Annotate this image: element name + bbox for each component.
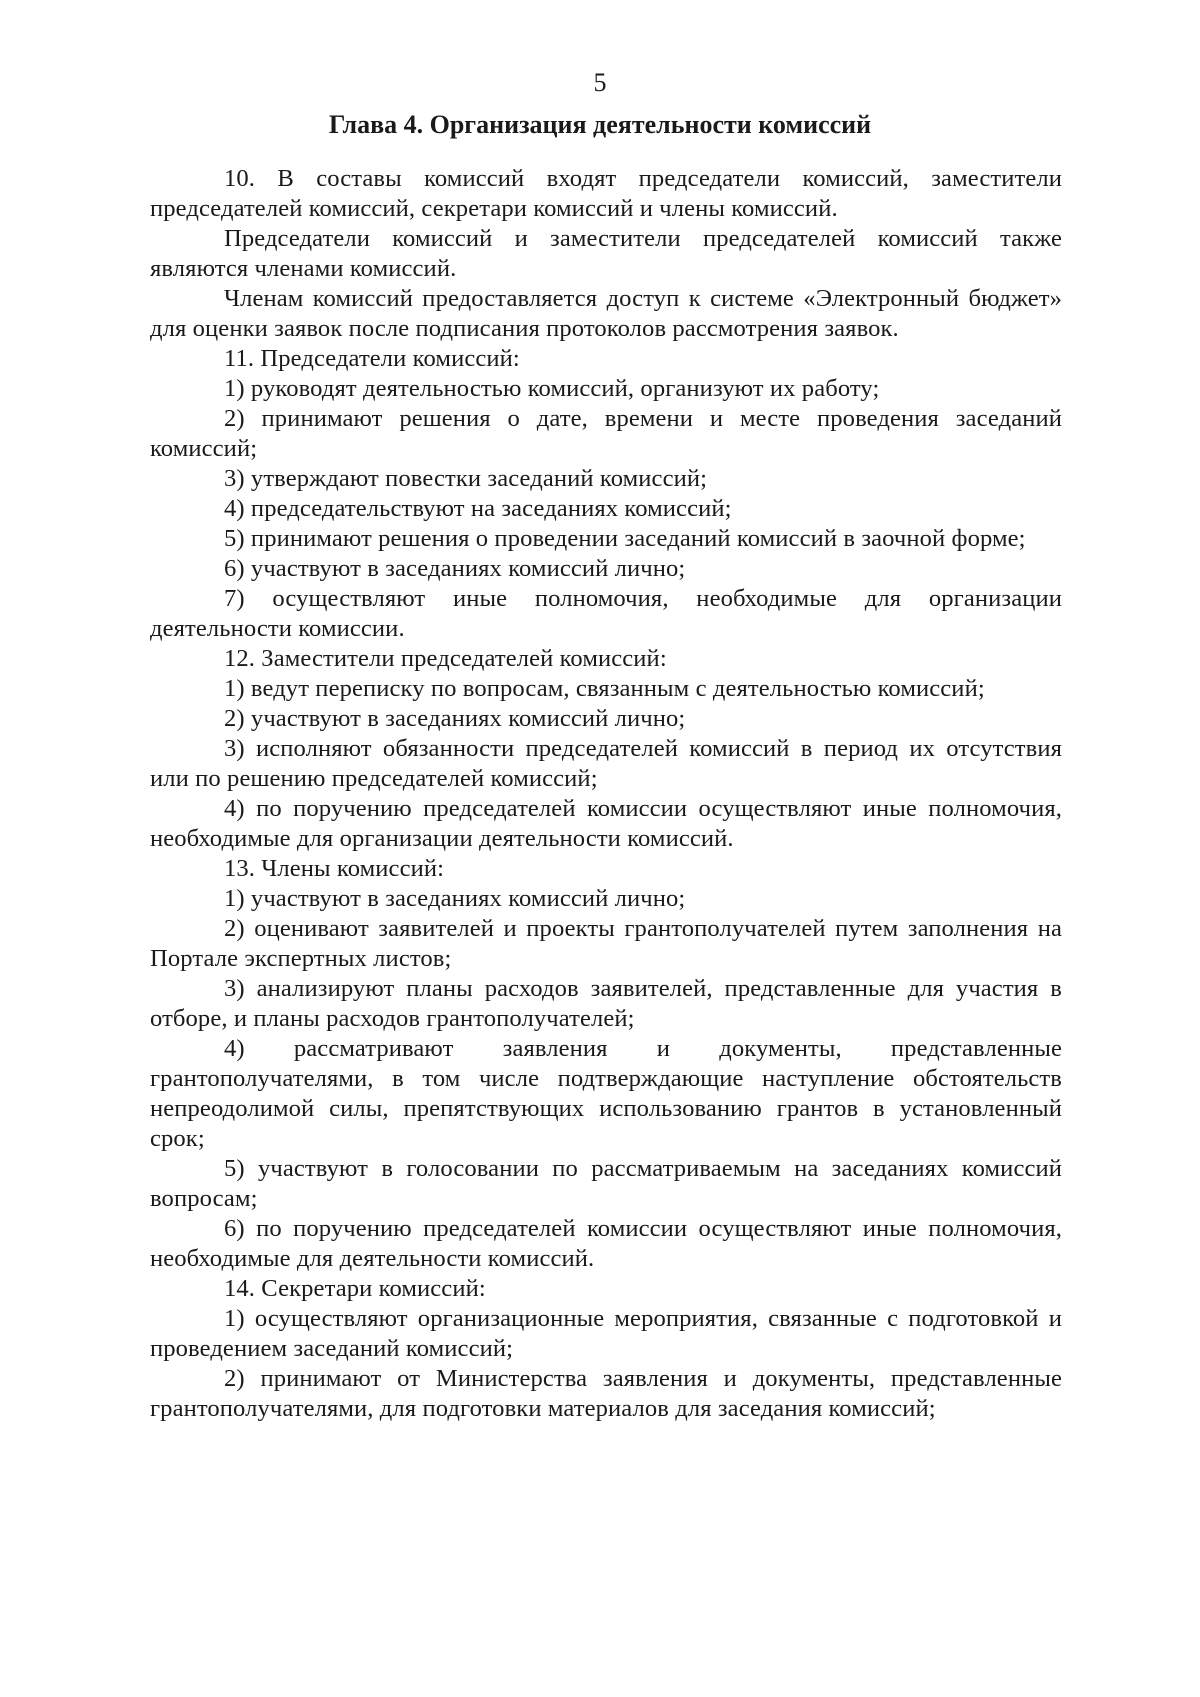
paragraph: 1) руководят деятельностью комиссий, организуют их работу; [224,375,880,402]
paragraph: 5) принимают решения о проведении заседаний комиссий в заочной форме; [224,525,1026,552]
paragraph: 1) участвуют в заседаниях комиссий лично; [224,885,686,912]
paragraph: 1) осуществляют организационные мероприятия, связанные с подготовкой и проведением заседаний комиссий; [150,1305,1062,1362]
paragraph: 3) утверждают повестки заседаний комиссий; [224,465,708,492]
paragraph: 6) участвуют в заседаниях комиссий лично; [224,555,686,582]
paragraph: 14. Секретари комиссий: [224,1275,486,1302]
paragraph: 12. Заместители председателей комиссий: [224,645,667,672]
paragraph: 2) участвуют в заседаниях комиссий лично; [224,705,686,732]
paragraph: 1) ведут переписку по вопросам, связанным с деятельностью комиссий; [224,675,985,702]
paragraph: Членам комиссий предоставляется доступ к системе «Электронный бюджет» для оценки заявок после подписания протоколов рассмотрения заявок. [150,285,1062,342]
paragraph: 2) принимают от Министерства заявления и документы, представленные грантополучателями, для подготовки материалов для заседания комиссий; [150,1365,1062,1422]
paragraph: 10. В составы комиссий входят председатели комиссий, заместители председателей комиссий, секретари комиссий и члены комиссий. [150,165,1062,222]
paragraph: 6) по поручению председателей комиссии осуществляют иные полномочия, необходимые для деятельности комиссий. [150,1215,1062,1272]
paragraph: 4) председательствуют на заседаниях комиссий; [224,495,732,522]
paragraph: 3) анализируют планы расходов заявителей, представленные для участия в отборе, и планы расходов грантополучателей; [150,975,1062,1032]
paragraph: 5) участвуют в голосовании по рассматриваемым на заседаниях комиссий вопросам; [150,1155,1062,1212]
paragraph: 7) осуществляют иные полномочия, необходимые для организации деятельности комиссии. [150,585,1062,642]
document-body [150,164,1062,1424]
paragraph: 11. Председатели комиссий: [224,345,520,372]
chapter-title: Глава 4. Организация деятельности комиссий [328,110,872,139]
paragraph: 3) исполняют обязанности председателей комиссий в период их отсутствия или по решению председателей комиссий; [150,735,1062,792]
paragraph: 2) принимают решения о дате, времени и месте проведения заседаний комиссий; [150,405,1062,462]
paragraph: 4) рассматривают заявления и документы, представленные грантополучателями, в том числе подтверждающие наступление обстоятельств непреодолимой силы, препятствующих использованию грантов в установленный срок; [150,1035,1062,1152]
paragraph: 4) по поручению председателей комиссии осуществляют иные полномочия, необходимые для организации деятельности комиссий. [150,795,1062,852]
page-number: 5 [593,68,607,97]
paragraph: 13. Члены комиссий: [224,855,445,882]
paragraph: 2) оценивают заявителей и проекты грантополучателей путем заполнения на Портале экспертных листов; [150,915,1062,972]
paragraph: Председатели комиссий и заместители председателей комиссий также являются членами комиссий. [150,225,1062,282]
